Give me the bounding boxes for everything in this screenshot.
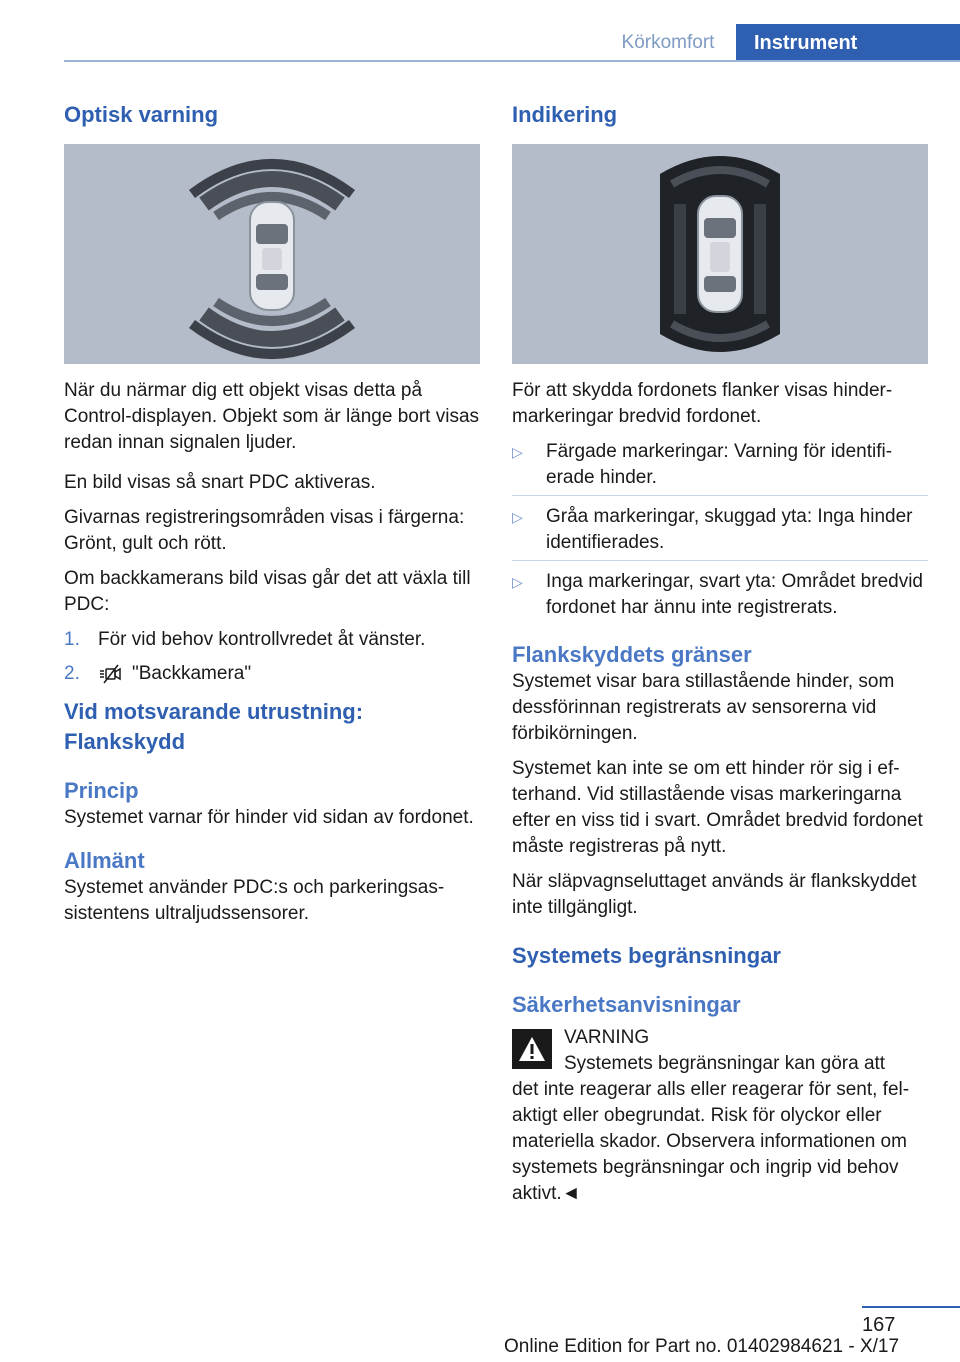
right-column <box>512 100 928 1207</box>
heading-safety: Säkerhetsanvisningar <box>512 992 741 1017</box>
list-item <box>512 569 928 625</box>
tab-korkomfort[interactable]: Körkomfort <box>621 32 715 53</box>
heading-system-limits: Systemets begränsningar <box>512 943 781 968</box>
header-divider <box>64 60 960 62</box>
paragraph: Systemet varnar för hinder vid sidan av fordonet. <box>64 807 474 828</box>
heading-equipment-flank: Vid motsvarande utrustning: Flankskydd <box>64 699 364 754</box>
bullet-text: Färgade markeringar: Varning för identifierade hinder. <box>546 441 893 488</box>
paragraph: När du närmar dig ett objekt visas detta på Control-displayen. Objekt som är länge bort visas redan innan signalen ljuder. <box>64 380 480 453</box>
heading-optical-warning: Optisk varning <box>64 102 219 127</box>
heading-indikering: Indikering <box>512 102 618 127</box>
paragraph: När släpvagnseluttaget används är flankskyddet inte tillgängligt. <box>512 871 917 918</box>
paragraph: En bild visas så snart PDC aktiveras. <box>64 472 376 493</box>
heading-princip: Princip <box>64 778 139 803</box>
indicator-list <box>512 439 928 625</box>
page-header <box>0 0 960 62</box>
warning-title: VARNING <box>564 1027 650 1048</box>
list-item <box>64 627 480 653</box>
left-column <box>64 100 480 936</box>
tab-instrument[interactable]: Instrument <box>736 24 960 62</box>
step-text: "Backkamera" <box>132 663 252 684</box>
warning-text: det inte reagerar alls eller reagerar för sent, felaktigt eller obegrundat. Risk för olyckor eller materiella skador. Observera informationen om systemets begränsningar och ingrip vid behov aktivt.◄ <box>512 1079 910 1204</box>
paragraph: Givarnas registreringsområden visas i färgerna: Grönt, gult och rött. <box>64 507 465 554</box>
warning-triangle-icon <box>512 1029 552 1069</box>
list-item <box>512 439 928 496</box>
step-number: 2. <box>64 663 80 684</box>
paragraph: Systemet använder PDC:s och parkeringsassistentens ultraljudssensorer. <box>64 877 445 924</box>
triangle-bullet-icon: ▷ <box>512 509 523 525</box>
edition-text: Online Edition for Part no. 01402984621 - X/17 <box>504 1336 900 1357</box>
bullet-text: Gråa markeringar, skuggad yta: Inga hinder identifierades. <box>546 506 913 553</box>
list-item <box>64 661 480 687</box>
triangle-bullet-icon: ▷ <box>512 444 523 460</box>
camera-pdc-icon <box>98 661 132 687</box>
warning-text-first-line: Systemets begränsningar kan göra att <box>564 1053 886 1074</box>
footer-divider <box>862 1306 960 1308</box>
paragraph: Systemet kan inte se om ett hinder rör sig i efterhand. Vid stillastående visas markeringarna efter en viss tid i svart. Området bredvid fordonet måste registreras på nytt. <box>512 758 923 857</box>
warning-box <box>512 1025 928 1207</box>
paragraph: För att skydda fordonets flanker visas hindermarkeringar bredvid fordonet. <box>512 380 893 427</box>
paragraph: Om backkamerans bild visas går det att växla till PDC: <box>64 568 471 615</box>
list-item <box>512 504 928 561</box>
heading-flank-limits: Flankskyddets gränser <box>512 642 752 667</box>
step-text: För vid behov kontrollvredet åt vänster. <box>98 629 426 650</box>
heading-allmant: Allmänt <box>64 848 145 873</box>
triangle-bullet-icon: ▷ <box>512 574 523 590</box>
steps-list <box>64 627 480 687</box>
paragraph: Systemet visar bara stillastående hinder, som dessförinnan registrerats av sensorerna vid förbikörningen. <box>512 671 895 744</box>
pdc-display-image <box>64 144 480 364</box>
flank-protection-image <box>512 144 928 364</box>
bullet-text: Inga markeringar, svart yta: Området bredvid fordonet har ännu inte registrerats. <box>546 571 923 618</box>
page-number: 167 <box>862 1314 896 1336</box>
step-number: 1. <box>64 629 80 650</box>
